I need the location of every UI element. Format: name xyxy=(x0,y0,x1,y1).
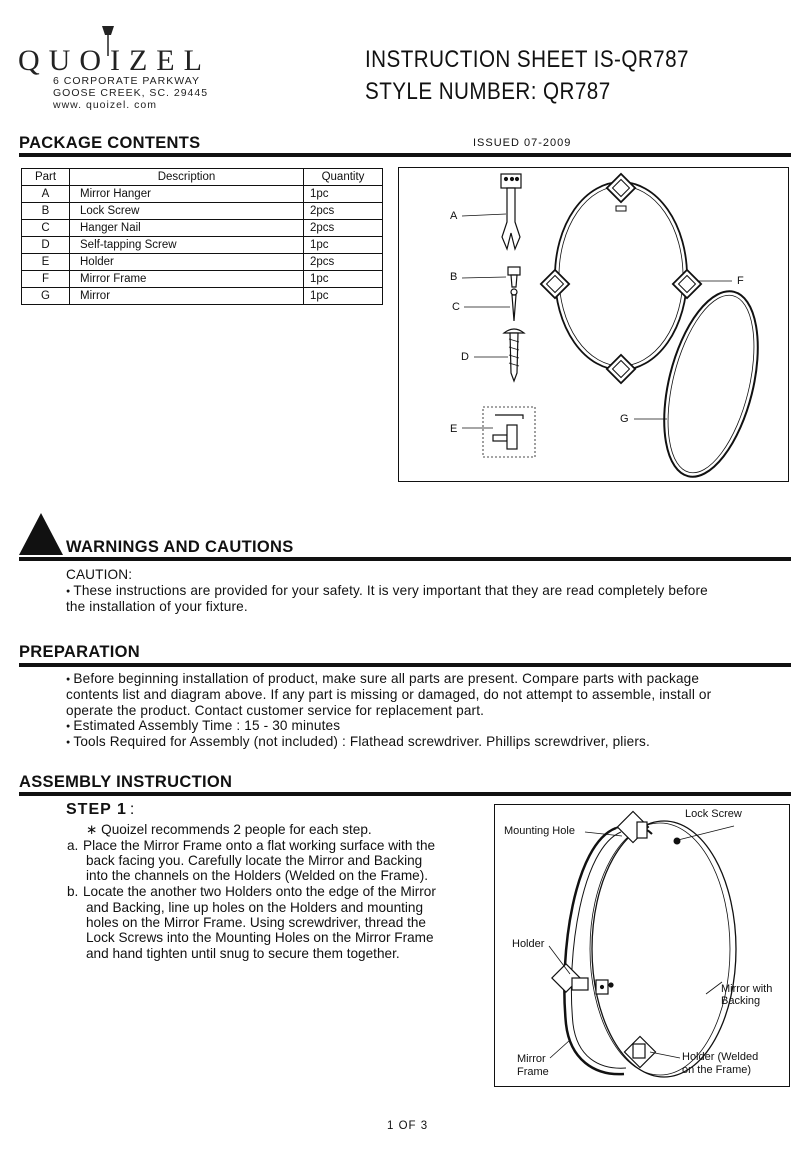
step-b-line-3: holes on the Mirror Frame. Using screwdriver, thread the xyxy=(86,915,426,930)
mirror-frame-icon xyxy=(540,173,731,382)
step-note: ∗ Quoizel recommends 2 people for each step. xyxy=(86,822,372,837)
parts-diagram xyxy=(398,167,789,482)
instruction-sheet-title: INSTRUCTION SHEET IS-QR787 xyxy=(365,46,689,73)
step-a-marker: a. xyxy=(67,838,79,853)
label-holder: Holder xyxy=(512,938,545,950)
step-b-line-2: and Backing, line up holes on the Holders and mounting xyxy=(86,900,424,915)
step-b-line-4: Lock Screws into the Mounting Holes on the Mirror Frame xyxy=(86,930,434,945)
package-contents-heading: PACKAGE CONTENTS xyxy=(19,134,201,152)
quantity-cell: 2pcs xyxy=(304,254,383,271)
description-cell: Self-tapping Screw xyxy=(70,237,304,254)
mirror-icon xyxy=(634,281,775,481)
parts-table xyxy=(21,168,383,305)
mirror-hanger-icon xyxy=(462,174,521,249)
warnings-heading: WARNINGS AND CAUTIONS xyxy=(66,538,294,556)
quantity-cell: 1pc xyxy=(304,237,383,254)
holder-icon xyxy=(462,407,535,457)
part-cell: G xyxy=(22,288,70,305)
self-tapping-screw-icon xyxy=(474,329,524,381)
table-row xyxy=(22,237,383,254)
quantity-cell: 1pc xyxy=(304,271,383,288)
brand-logo: QUOIZEL xyxy=(18,44,211,77)
part-cell: E xyxy=(22,254,70,271)
section-rule xyxy=(19,792,791,796)
caution-text-line-1: ● These instructions are provided for your safety. It is very important that they are read completely before xyxy=(66,583,708,600)
step-a-line-2: back facing you. Carefully locate the Mirror and Backing xyxy=(86,853,423,868)
description-cell: Mirror Hanger xyxy=(70,186,304,203)
part-cell: A xyxy=(22,186,70,203)
website: www. quoizel. com xyxy=(53,99,157,111)
part-cell: C xyxy=(22,220,70,237)
label-d: D xyxy=(460,350,469,363)
step-title: STEP 1 : xyxy=(66,801,136,818)
section-rule xyxy=(19,153,791,157)
warning-triangle-icon xyxy=(19,513,63,555)
label-mounting-hole: Mounting Hole xyxy=(504,825,575,837)
label-g: G xyxy=(619,412,629,425)
tools-required: ● Tools Required for Assembly (not included) : Flathead screwdriver. Phillips screwdriver, pliers. xyxy=(66,734,650,751)
quantity-cell: 1pc xyxy=(304,288,383,305)
description-cell: Mirror xyxy=(70,288,304,305)
label-b: B xyxy=(449,270,457,283)
parts-diagram-drawing xyxy=(398,167,789,482)
middle-holder-drawing xyxy=(551,963,612,993)
column-header-part: Part xyxy=(22,169,70,186)
label-lock-screw: Lock Screw xyxy=(685,808,742,820)
label-mirror-with: Mirror with xyxy=(721,983,773,995)
table-row xyxy=(22,220,383,237)
top-holder-drawing xyxy=(617,811,648,842)
mirror-with-backing-drawing xyxy=(592,821,736,1077)
lock-screw-icon xyxy=(462,267,520,287)
assembly-heading: ASSEMBLY INSTRUCTION xyxy=(19,773,233,791)
hanger-nail-icon xyxy=(464,289,517,321)
table-header-row xyxy=(22,169,383,186)
step-a-line-1: Place the Mirror Frame onto a flat working surface with the xyxy=(83,838,436,853)
quantity-cell: 2pcs xyxy=(304,220,383,237)
description-cell: Hanger Nail xyxy=(70,220,304,237)
preparation-line-2: contents list and diagram above. If any part is missing or damaged, do not attempt to assemble, install or xyxy=(66,687,712,702)
label-frame: Frame xyxy=(517,1066,549,1078)
label-mirror: Mirror xyxy=(517,1053,546,1065)
column-header-quantity: Quantity xyxy=(304,169,383,186)
section-rule xyxy=(19,663,791,667)
table-row xyxy=(22,288,383,305)
lock-screw-drawing xyxy=(674,838,680,844)
preparation-line-1: ● Before beginning installation of product, make sure all parts are present. Compare parts with package xyxy=(66,671,699,688)
table-row xyxy=(22,254,383,271)
section-rule xyxy=(19,557,791,561)
label-backing: Backing xyxy=(721,995,761,1007)
caution-label: CAUTION: xyxy=(66,567,133,582)
label-holder-welded: Holder (Welded xyxy=(682,1051,759,1063)
table-row xyxy=(22,271,383,288)
page-number: 1 OF 3 xyxy=(387,1120,429,1132)
assembly-time: ● Estimated Assembly Time : 15 - 30 minutes xyxy=(66,718,340,735)
label-c: C xyxy=(451,300,460,313)
table-row xyxy=(22,203,383,220)
description-cell: Mirror Frame xyxy=(70,271,304,288)
style-number-title: STYLE NUMBER: QR787 xyxy=(365,78,611,105)
quantity-cell: 2pcs xyxy=(304,203,383,220)
preparation-line-3: operate the product. Contact customer service for replacement part. xyxy=(66,703,485,718)
issued-date: ISSUED 07-2009 xyxy=(473,137,572,149)
label-f: F xyxy=(736,274,744,287)
column-header-description: Description xyxy=(70,169,304,186)
step-a-line-3: into the channels on the Holders (Welded on the Frame). xyxy=(86,868,429,883)
part-cell: D xyxy=(22,237,70,254)
address-line-2: GOOSE CREEK, SC. 29445 xyxy=(53,87,209,99)
label-on-the-frame: on the Frame) xyxy=(682,1064,752,1076)
description-cell: Holder xyxy=(70,254,304,271)
part-cell: B xyxy=(22,203,70,220)
step-b-line-5: and hand tighten until snug to secure them together. xyxy=(86,946,400,961)
caution-text-line-2: the installation of your fixture. xyxy=(66,599,248,614)
table-row xyxy=(22,186,383,203)
step-b-line-1: Locate the another two Holders onto the edge of the Mirror xyxy=(83,884,436,899)
preparation-heading: PREPARATION xyxy=(19,643,140,661)
description-cell: Lock Screw xyxy=(70,203,304,220)
label-e: E xyxy=(449,422,457,435)
part-cell: F xyxy=(22,271,70,288)
step-b-marker: b. xyxy=(67,884,79,899)
quantity-cell: 1pc xyxy=(304,186,383,203)
label-a: A xyxy=(449,209,457,222)
address-line-1: 6 CORPORATE PARKWAY xyxy=(53,75,200,87)
assembly-figure xyxy=(494,804,790,1087)
